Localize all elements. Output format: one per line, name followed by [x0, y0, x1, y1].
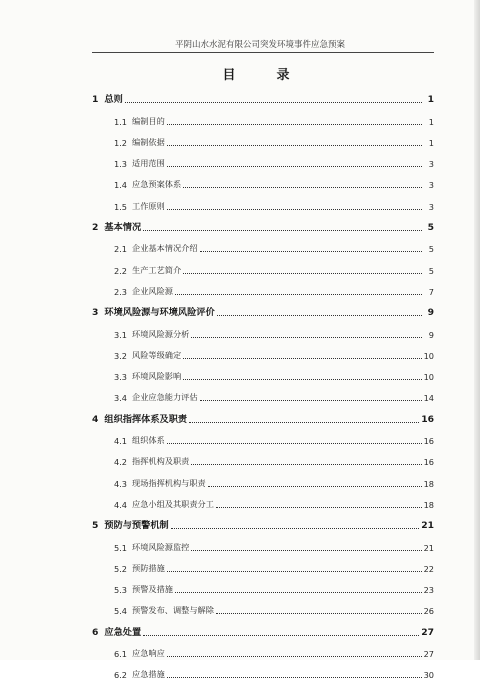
table-of-contents [92, 84, 434, 680]
toc-entry-label: 预警及措施 [132, 584, 173, 595]
toc-entry-page: 23 [423, 585, 434, 596]
toc-entry-label: 应急处置 [104, 626, 142, 638]
toc-entry-number: 2.3 [114, 286, 128, 297]
toc-dot-leader [191, 463, 421, 465]
toc-entry-label: 环境风险源分析 [132, 328, 190, 339]
page-title: 目 录 [222, 68, 304, 83]
toc-section-entry[interactable] [92, 318, 434, 339]
toc-entry-page: 7 [428, 286, 434, 297]
toc-dot-leader [167, 144, 422, 146]
toc-entry-number: 6.1 [114, 649, 128, 660]
toc-dot-leader [167, 208, 422, 210]
toc-entry-page: 27 [421, 626, 434, 638]
toc-dot-leader [183, 186, 422, 188]
toc-chapter-entry[interactable] [92, 297, 434, 318]
toc-entry-number: 3.1 [114, 329, 128, 340]
toc-entry-page: 18 [423, 478, 434, 489]
toc-entry-page: 1 [428, 137, 434, 148]
toc-entry-page: 22 [423, 563, 434, 574]
toc-section-entry[interactable] [92, 446, 434, 467]
toc-entry-number: 4.2 [114, 457, 128, 468]
toc-section-entry[interactable] [92, 148, 434, 169]
toc-entry-page: 27 [423, 649, 434, 660]
toc-dot-leader [175, 591, 422, 593]
toc-entry-label: 应急响应 [132, 648, 165, 659]
toc-entry-label: 预警发布、调整与解除 [132, 605, 214, 616]
toc-entry-number: 6.2 [114, 670, 128, 680]
toc-entry-number: 5.4 [114, 606, 128, 617]
toc-entry-number: 6 [92, 626, 99, 638]
toc-dot-leader [125, 101, 422, 103]
toc-entry-page: 5 [428, 244, 434, 255]
toc-entry-label: 基本情况 [104, 222, 142, 234]
toc-entry-number: 1.1 [114, 116, 128, 127]
toc-entry-page: 21 [423, 542, 434, 553]
page-edge-shadow [474, 0, 480, 660]
toc-entry-label: 应急小组及其职责分工 [132, 498, 214, 509]
toc-entry-page: 5 [427, 222, 434, 234]
toc-dot-leader [143, 229, 422, 231]
toc-entry-label: 风险等级确定 [132, 349, 182, 360]
toc-chapter-entry[interactable] [92, 84, 434, 105]
toc-dot-leader [217, 314, 422, 316]
toc-entry-number: 1.3 [114, 159, 128, 170]
toc-entry-page: 16 [423, 436, 434, 447]
toc-entry-label: 应急预案体系 [132, 179, 182, 190]
toc-section-entry[interactable] [92, 105, 434, 126]
toc-chapter-entry[interactable] [92, 510, 434, 531]
toc-entry-page: 9 [428, 329, 434, 340]
toc-section-entry[interactable] [92, 254, 434, 275]
toc-chapter-entry[interactable] [92, 403, 434, 424]
toc-section-entry[interactable] [92, 190, 434, 211]
toc-entry-label: 预防措施 [132, 562, 165, 573]
toc-entry-number: 1.2 [114, 137, 128, 148]
toc-dot-leader [167, 165, 422, 167]
toc-entry-page: 5 [428, 265, 434, 276]
toc-entry-label: 现场指挥机构与职责 [132, 477, 206, 488]
toc-entry-page: 18 [423, 499, 434, 510]
toc-entry-label: 组织体系 [132, 435, 165, 446]
toc-section-entry[interactable] [92, 638, 434, 659]
toc-dot-leader [167, 655, 422, 657]
toc-section-entry[interactable] [92, 361, 434, 382]
toc-section-entry[interactable] [92, 340, 434, 361]
toc-entry-page: 26 [423, 606, 434, 617]
toc-entry-page: 16 [421, 413, 434, 425]
toc-dot-leader [200, 250, 422, 252]
toc-dot-leader [216, 506, 422, 508]
toc-entry-number: 1.4 [114, 180, 128, 191]
toc-entry-page: 1 [427, 94, 434, 106]
toc-entry-page: 21 [421, 520, 434, 532]
toc-section-entry[interactable] [92, 574, 434, 595]
toc-entry-page: 10 [423, 372, 434, 383]
toc-entry-number: 2 [92, 222, 99, 234]
toc-section-entry[interactable] [92, 595, 434, 616]
toc-entry-label: 企业基本情况介绍 [132, 243, 198, 254]
toc-entry-page: 3 [428, 201, 434, 212]
toc-entry-label: 环境风险源监控 [132, 541, 190, 552]
toc-entry-number: 4.1 [114, 436, 128, 447]
toc-entry-label: 预防与预警机制 [104, 520, 169, 532]
toc-entry-number: 4.4 [114, 499, 128, 510]
toc-entry-page: 16 [423, 457, 434, 468]
toc-entry-label: 编制目的 [132, 115, 165, 126]
toc-dot-leader [183, 378, 421, 380]
toc-dot-leader [191, 549, 421, 551]
toc-entry-page: 1 [428, 116, 434, 127]
toc-section-entry[interactable] [92, 489, 434, 510]
toc-dot-leader [216, 612, 422, 614]
toc-section-entry[interactable] [92, 276, 434, 297]
toc-section-entry[interactable] [92, 659, 434, 680]
toc-entry-label: 企业风险源 [132, 285, 173, 296]
toc-entry-label: 指挥机构及职责 [132, 456, 190, 467]
toc-entry-page: 3 [428, 159, 434, 170]
toc-dot-leader [167, 676, 422, 678]
toc-dot-leader [183, 272, 422, 274]
toc-entry-number: 5.3 [114, 585, 128, 596]
toc-chapter-entry[interactable] [92, 616, 434, 637]
toc-dot-leader [167, 123, 422, 125]
toc-section-entry[interactable] [92, 425, 434, 446]
toc-chapter-entry[interactable] [92, 212, 434, 233]
page-header: 平阴山水水泥有限公司突发环境事件应急预案 [174, 40, 345, 50]
toc-entry-number: 1 [92, 94, 99, 106]
toc-entry-number: 4 [92, 413, 99, 425]
toc-entry-page: 10 [423, 350, 434, 361]
toc-entry-page: 30 [423, 670, 434, 680]
toc-entry-number: 5.2 [114, 563, 128, 574]
toc-dot-leader [200, 399, 422, 401]
toc-entry-page: 14 [423, 393, 434, 404]
toc-entry-number: 1.5 [114, 201, 128, 212]
toc-dot-leader [183, 357, 421, 359]
toc-entry-number: 2.1 [114, 244, 128, 255]
toc-entry-label: 生产工艺简介 [132, 264, 182, 275]
toc-entry-number: 5 [92, 520, 99, 532]
toc-section-entry[interactable] [92, 127, 434, 148]
toc-section-entry[interactable] [92, 169, 434, 190]
toc-section-entry[interactable] [92, 553, 434, 574]
toc-section-entry[interactable] [92, 531, 434, 552]
toc-entry-label: 适用范围 [132, 158, 165, 169]
toc-entry-label: 组织指挥体系及职责 [104, 413, 188, 425]
toc-section-entry[interactable] [92, 233, 434, 254]
toc-dot-leader [175, 293, 422, 295]
toc-dot-leader [208, 485, 422, 487]
toc-dot-leader [189, 421, 419, 423]
toc-dot-leader [167, 442, 422, 444]
toc-entry-label: 应急措施 [132, 669, 165, 680]
toc-dot-leader [171, 527, 419, 529]
toc-section-entry[interactable] [92, 382, 434, 403]
toc-section-entry[interactable] [92, 467, 434, 488]
toc-dot-leader [191, 336, 422, 338]
toc-entry-number: 4.3 [114, 478, 128, 489]
toc-entry-number: 3.3 [114, 372, 128, 383]
toc-entry-number: 2.2 [114, 265, 128, 276]
toc-entry-page: 9 [427, 307, 434, 319]
toc-entry-label: 环境风险影响 [132, 371, 182, 382]
toc-entry-page: 3 [428, 180, 434, 191]
toc-entry-label: 总则 [104, 94, 123, 106]
toc-entry-number: 3.2 [114, 350, 128, 361]
toc-entry-label: 工作原则 [132, 200, 165, 211]
toc-entry-number: 3 [92, 307, 99, 319]
toc-entry-label: 企业应急能力评估 [132, 392, 198, 403]
toc-entry-label: 环境风险源与环境风险评价 [104, 307, 215, 319]
toc-entry-number: 3.4 [114, 393, 128, 404]
header-rule [92, 52, 434, 53]
toc-dot-leader [143, 634, 419, 636]
toc-dot-leader [167, 570, 422, 572]
toc-entry-label: 编制依据 [132, 136, 165, 147]
toc-entry-number: 5.1 [114, 542, 128, 553]
